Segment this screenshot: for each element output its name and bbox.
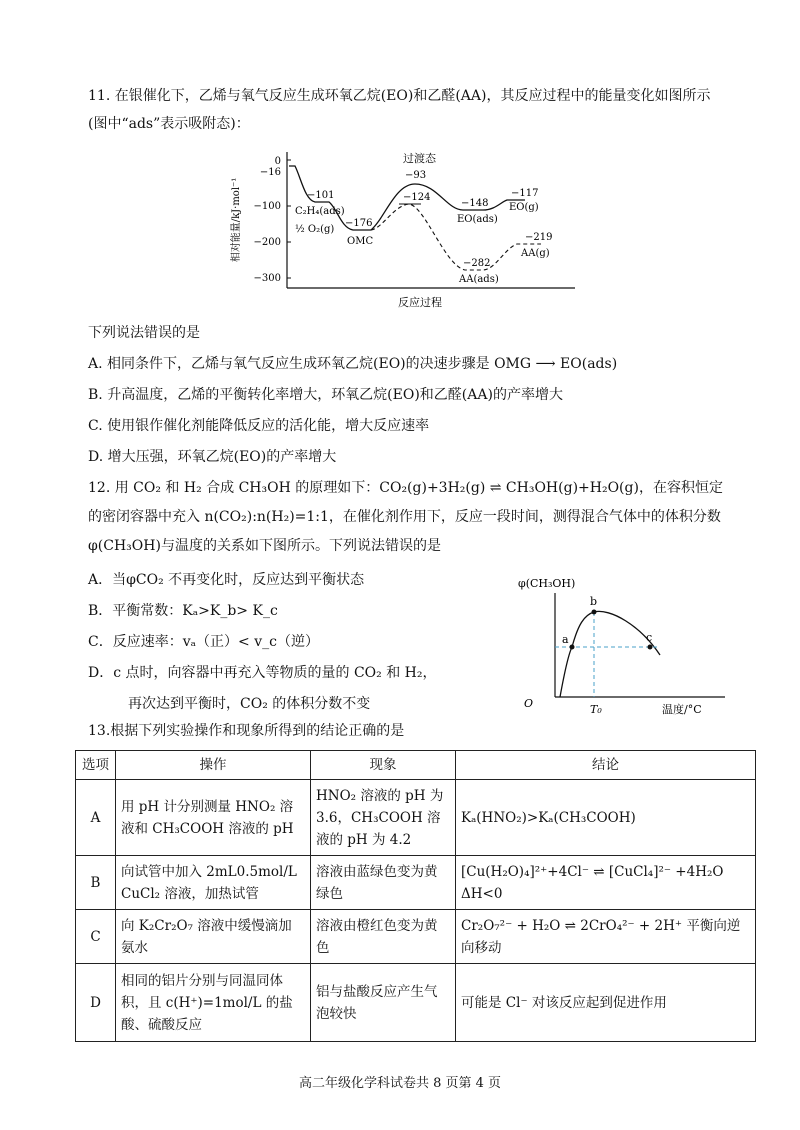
row-d-operation: 相同的铝片分别与同温同体积，且 c(H⁺)=1mol/L 的盐酸、硫酸反应	[116, 964, 311, 1042]
y-tick-0: 0	[274, 156, 281, 167]
species-eo-g: EO(g)	[509, 202, 539, 213]
species-eo-ads: EO(ads)	[457, 214, 498, 225]
q11-option-c: C. 使用银作催化剂能降低反应的活化能，增大反应速率	[88, 418, 430, 434]
row-b-operation: 向试管中加入 2mL0.5mol/L CuCl₂ 溶液，加热试管	[116, 856, 311, 910]
origin-label: O	[524, 697, 534, 710]
aa-path-curve	[371, 204, 541, 270]
row-b-option: B	[76, 856, 116, 910]
row-b-conclusion: [Cu(H₂O)₄]²⁺+4Cl⁻ ⇌ [CuCl₄]²⁻ +4H₂O ΔH<0	[456, 856, 756, 910]
energy-label-93: −93	[405, 170, 427, 181]
table-row	[76, 910, 756, 964]
q11-option-b: B. 升高温度，乙烯的平衡转化率增大，环氧乙烷(EO)和乙醛(AA)的产率增大	[88, 387, 563, 403]
q12-options	[88, 565, 508, 720]
energy-label-117: −117	[511, 188, 539, 199]
energy-label-124: −124	[403, 192, 431, 203]
row-a-option: A	[76, 780, 116, 856]
point-b	[592, 610, 597, 615]
point-c	[648, 645, 653, 650]
table-row	[76, 964, 756, 1042]
q12-option-a: A．当φCO₂ 不再变化时，反应达到平衡状态	[88, 572, 365, 588]
energy-x-label: 反应过程	[398, 296, 442, 309]
q12-option-d-cont: 再次达到平衡时，CO₂ 的体积分数不变	[128, 696, 371, 712]
row-c-operation: 向 K₂Cr₂O₇ 溶液中缓慢滴加氨水	[116, 910, 311, 964]
row-a-operation: 用 pH 计分别测量 HNO₂ 溶液和 CH₃COOH 溶液的 pH	[116, 780, 311, 856]
row-c-option: C	[76, 910, 116, 964]
q11-prompt: 下列说法错误的是	[88, 325, 200, 341]
energy-label-282: −282	[463, 258, 491, 269]
q12-option-b: B．平衡常数：Kₐ>K_b> K_c	[88, 603, 278, 619]
header-conclusion: 结论	[456, 751, 756, 780]
q12-stem: 12. 用 CO₂ 和 H₂ 合成 CH₃OH 的原理如下：CO₂(g)+3H₂(g) ⇌ CH₃OH(g)+H₂O(g)，在容积恒定的密闭容器中充入 n(CO₂):n(H₂)=1:1，在催化剂作用下，反应一段时间，测得混合气体中的体积分数φ(CH₃OH)与温度的关系如下图所示。下列说法错误的是	[88, 480, 723, 554]
q13-table	[75, 750, 756, 1042]
row-d-phenomenon: 铝与盐酸反应产生气泡较快	[311, 964, 456, 1042]
species-aa-ads: AA(ads)	[459, 274, 499, 285]
point-a	[570, 645, 575, 650]
energy-label-176: −176	[345, 218, 373, 229]
q11-options	[88, 318, 738, 473]
phi-y-label: φ(CH₃OH)	[518, 577, 576, 590]
table-row	[76, 856, 756, 910]
row-d-conclusion: 可能是 Cl⁻ 对该反应起到促进作用	[456, 964, 756, 1042]
row-a-phenomenon: HNO₂ 溶液的 pH 为 3.6，CH₃COOH 溶液的 pH 为 4.2	[311, 780, 456, 856]
point-b-label: b	[590, 595, 598, 608]
header-operation: 操作	[116, 751, 311, 780]
point-c-label: c	[646, 631, 653, 644]
y-tick-300: −300	[253, 273, 281, 284]
temperature-x-label: 温度/°C	[662, 703, 702, 716]
row-c-phenomenon: 溶液由橙红色变为黄色	[311, 910, 456, 964]
row-d-option: D	[76, 964, 116, 1042]
energy-diagram	[225, 148, 585, 313]
y-tick-100: −100	[253, 201, 281, 212]
row-c-conclusion: Cr₂O₇²⁻ + H₂O ⇌ 2CrO₄²⁻ + 2H⁺ 平衡向逆向移动	[456, 910, 756, 964]
q13-stem: 13.根据下列实验操作和现象所得到的结论正确的是	[88, 723, 405, 739]
row-a-conclusion: Kₐ(HNO₂)>Kₐ(CH₃COOH)	[456, 780, 756, 856]
y-tick-200: −200	[253, 237, 281, 248]
row-b-phenomenon: 溶液由蓝绿色变为黄绿色	[311, 856, 456, 910]
phi-curve	[560, 611, 660, 697]
species-o2: ½ O₂(g)	[295, 224, 335, 235]
y-tick-16: −16	[259, 167, 281, 178]
ch3oh-temperature-graph	[510, 575, 740, 720]
t0-label: T₀	[590, 703, 602, 716]
species-omc: OMC	[347, 236, 374, 247]
energy-y-label: 相对能量/kJ·mol⁻¹	[231, 177, 242, 263]
header-option: 选项	[76, 751, 116, 780]
species-aa-g: AA(g)	[521, 248, 550, 259]
q11-option-d: D. 增大压强，环氧乙烷(EO)的产率增大	[88, 449, 337, 465]
table-row	[76, 780, 756, 856]
page-footer: 高二年级化学科试卷共 8 页第 4 页	[298, 1076, 502, 1091]
point-a-label: a	[562, 633, 569, 646]
energy-label-101: −101	[307, 190, 335, 201]
header-phenomenon: 现象	[311, 751, 456, 780]
transition-state-label: 过渡态	[403, 152, 436, 165]
table-header-row	[76, 751, 756, 780]
q12-option-d: D．c 点时，向容器中再充入等物质的量的 CO₂ 和 H₂，	[88, 665, 437, 681]
energy-label-219: −219	[525, 232, 553, 243]
q11-option-a: A. 相同条件下，乙烯与氧气反应生成环氧乙烷(EO)的决速步骤是 OMG ⟶ EO(ads)	[88, 356, 618, 372]
q11-stem: 11. 在银催化下，乙烯与氧气反应生成环氧乙烷(EO)和乙醛(AA)，其反应过程中的能量变化如图所示(图中“ads”表示吸附态)：	[88, 88, 711, 132]
q12-option-c: C．反应速率：vₐ（正）< v_c（逆）	[88, 634, 319, 650]
species-c2h4: C₂H₄(ads)	[295, 206, 345, 217]
energy-label-148: −148	[461, 198, 489, 209]
